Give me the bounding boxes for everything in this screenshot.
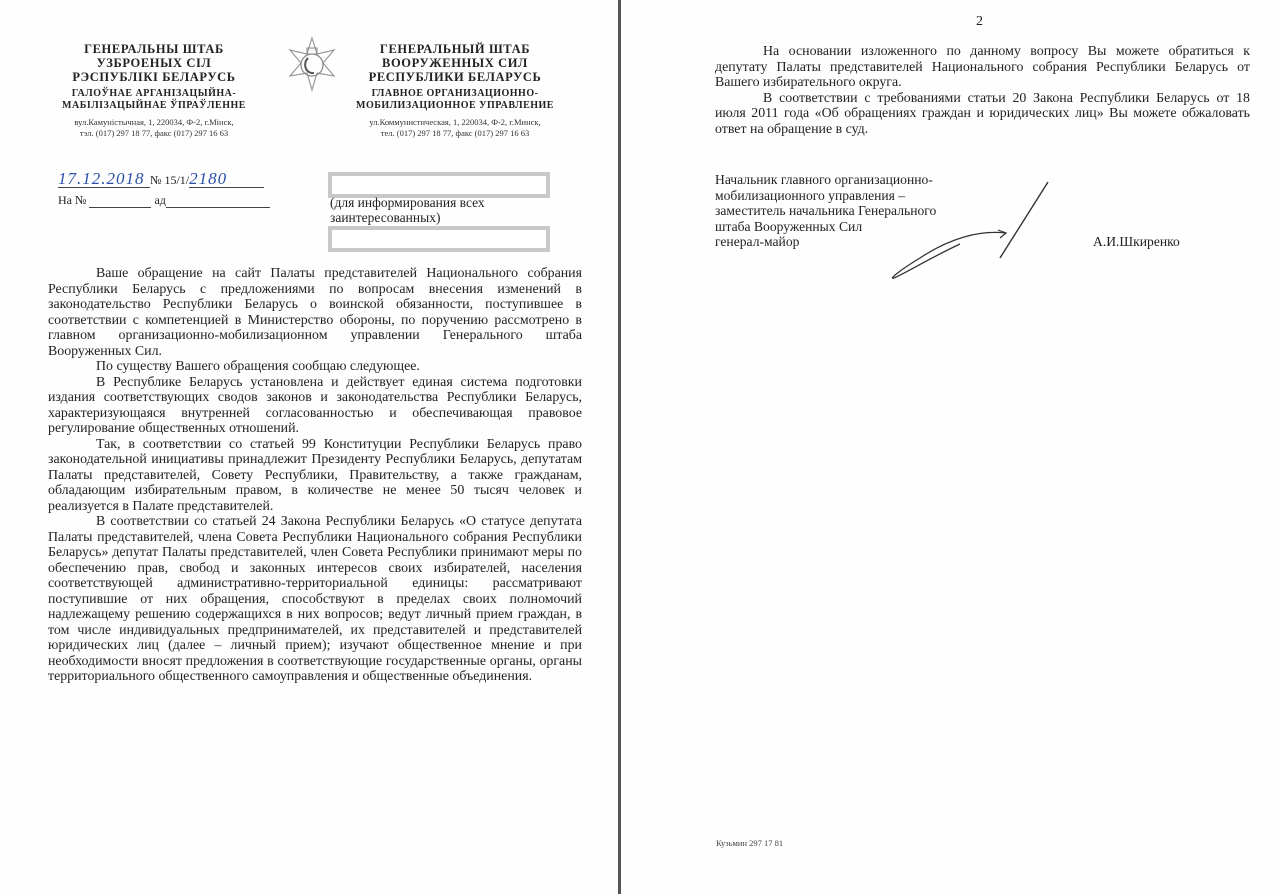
- signatory-title-line-4: штаба Вооруженных Сил: [715, 218, 863, 234]
- paragraph-2: По существу Вашего обращения сообщаю следующее.: [96, 359, 420, 374]
- paragraph-6: На основании изложенного по данному вопросу Вы можете обратиться к депутату Палаты представителей Национального собрания Республики Беларусь от Вашего избирательного округа.: [715, 44, 1250, 90]
- handwritten-signature-icon: [880, 178, 1060, 288]
- address-ru-line-2: тел. (017) 297 18 77, факс (017) 297 16 63: [380, 128, 530, 138]
- paragraph-7: В соответствии с требованиями статьи 20 Закона Республики Беларусь от 18 июля 2011 года «Об обращениях граждан и юридических лиц» Вы можете обжаловать ответ на обращение в суд.: [715, 90, 1250, 137]
- paragraph-1: Ваше обращение на сайт Палаты представителей Национального собрания Республики Беларусь с предложениями по вопросам внесения изменений в законодательство Республики Беларусь о воинской обязанности, поступившее в соответствии с компетенцией в Министерство обороны, по поручению рассмотрено в главном организационно-мобилизационном управлении Генерального штаба Вооруженных Сил.: [48, 266, 582, 359]
- signatory-title-line-2: мобилизационного управления –: [715, 187, 906, 203]
- letterhead-russian: [340, 42, 570, 139]
- org-name-by-line-3: РЭСПУБЛІКІ БЕЛАРУСЬ: [72, 70, 236, 84]
- letterhead-belarusian: [52, 42, 256, 139]
- org-name-ru-line-2: ВООРУЖЕННЫХ СИЛ: [382, 56, 528, 70]
- signatory-title-line-5: генерал-майор: [715, 234, 800, 249]
- org-name-by-line-2: УЗБРОЕНЫХ СІЛ: [96, 56, 212, 70]
- org-name-ru-line-1: ГЕНЕРАЛЬНЫЙ ШТАБ: [379, 42, 531, 56]
- org-name-by-line-1: ГЕНЕРАЛЬНЫ ШТАБ: [84, 42, 224, 56]
- paragraph-3: В Республике Беларусь установлена и действует единая система подготовки издания соответствующих сводов законов и законодательства Республики Беларусь, характеризующаяся внутренней согласованностью и обеспечивающая правовое регулирование общественных отношений.: [48, 374, 582, 436]
- handwritten-date: 17.12.2018: [58, 169, 145, 188]
- signatory-name: А.И.Шкиренко: [1093, 234, 1180, 249]
- document-page-1: [0, 0, 618, 894]
- signatory-title-line-3: заместитель начальника Генерального: [715, 203, 937, 218]
- handwritten-number: 2180: [189, 169, 228, 188]
- dept-name-ru-line-2: МОБИЛИЗАЦИОННОЕ УПРАВЛЕНИЕ: [356, 100, 554, 111]
- letter-body-page-1: [48, 266, 582, 685]
- address-by-line-1: вул.Камуністычная, 1, 220034, Ф-2, г.Мінск,: [74, 117, 234, 127]
- from-label: ад: [154, 193, 166, 207]
- dept-name-by-line-2: МАБІЛІЗАЦЫЙНАЕ ЎПРАЎЛЕННЕ: [62, 100, 246, 111]
- page-divider: [618, 0, 621, 894]
- signatory-title-line-1: Начальник главного организационно-: [715, 172, 933, 187]
- reply-to-registration: [58, 193, 270, 208]
- letter-body-page-2: [715, 44, 1250, 137]
- paragraph-4: Так, в соответствии со статьей 99 Конституции Республики Беларусь право законодательной инициативы принадлежит Президенту Республики Беларусь, депутатам Палаты представителей, Совету Республики, Правительству, а также гражданам, обладающим избирательным правом, в количестве не менее 50 тысяч человек и реализуется в Палате представителей.: [48, 436, 582, 514]
- page-number: 2: [976, 14, 983, 29]
- dept-name-by-line-1: ГАЛОЎНАЕ АРГАНІЗАЦЫЙНА-: [71, 88, 237, 99]
- redacted-address-block: [328, 226, 550, 252]
- star-emblem-icon: [284, 36, 340, 92]
- dept-name-ru-line-1: ГЛАВНОЕ ОРГАНИЗАЦИОННО-: [371, 88, 539, 99]
- address-ru-line-1: ул.Коммунистическая, 1, 220034, Ф-2, г.Минск,: [369, 117, 541, 127]
- address-by-line-2: тэл. (017) 297 18 77, факс (017) 297 16 63: [79, 128, 229, 138]
- executor-note: Кузьмин 297 17 81: [716, 838, 784, 848]
- addressee-note: (для информирования всех заинтересованных): [330, 195, 485, 225]
- org-name-ru-line-3: РЕСПУБЛИКИ БЕЛАРУСЬ: [368, 70, 542, 84]
- paragraph-5: В соответствии со статьей 24 Закона Республики Беларусь «О статусе депутата Палаты представителей, члена Совета Республики Национального собрания Республики Беларусь» депутат Палаты представителей, член Совета Республики принимают меры по обеспечению прав, свобод и законных интересов своих избирателей, населения соответствующей административно-территориальной единицы: рассматривают поступившие от них обращения, способствуют в пределах своих полномочий надлежащему решению содержащихся в них вопросов; ведут личный прием граждан, в том числе индивидуальных предпринимателей, их представителей и представителей юридических лиц (далее – личный прием); изучают общественное мнение и при необходимости вносят предложения в соответствующие государственные органы, органы территориального общественного самоуправления и общественные объединения.: [48, 514, 582, 684]
- registration-number-label: № 15/1/: [150, 173, 190, 187]
- reply-to-label: На №: [58, 193, 87, 207]
- outgoing-registration: [58, 169, 264, 188]
